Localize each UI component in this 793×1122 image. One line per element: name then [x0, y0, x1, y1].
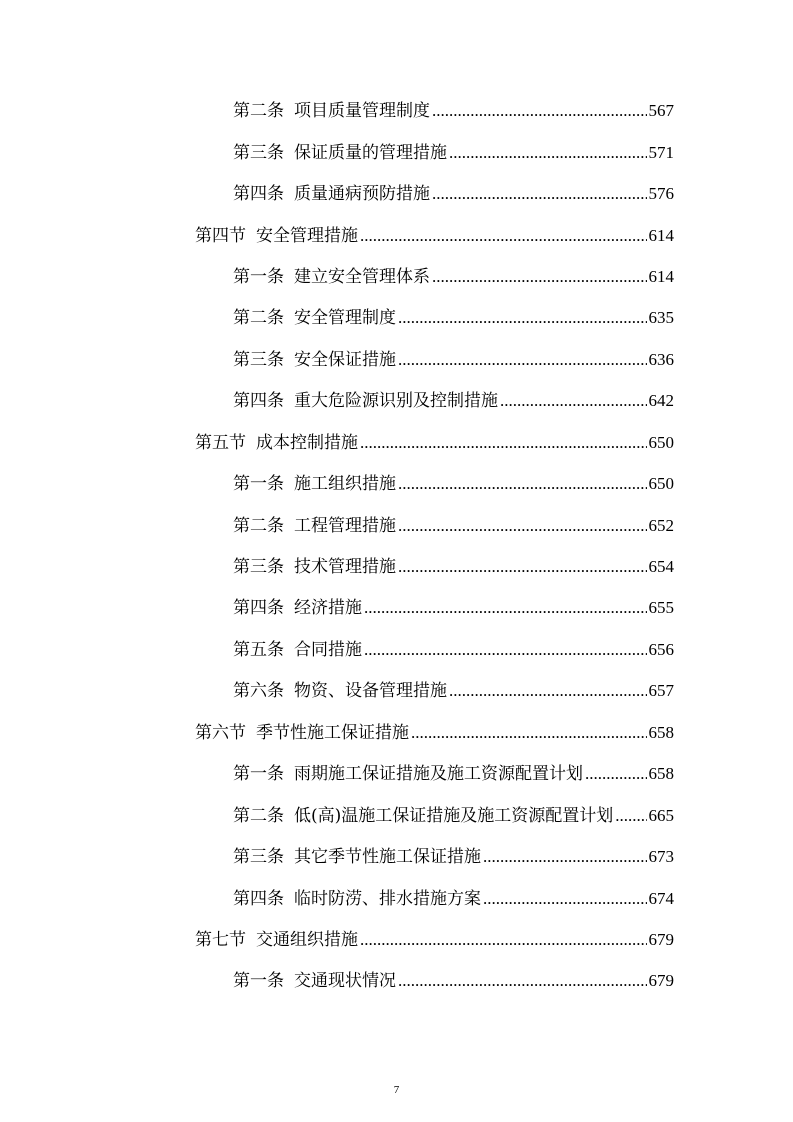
toc-entry-page: 652	[648, 515, 674, 535]
toc-entry[interactable]	[0, 792, 793, 833]
toc-entry-title: 交通组织措施	[256, 929, 358, 950]
toc-entry[interactable]	[0, 88, 793, 129]
toc-entry-page: 650	[648, 432, 674, 452]
toc-entry-label: 第一条	[233, 764, 284, 785]
dot-leader	[364, 640, 647, 660]
toc-entry[interactable]	[0, 875, 793, 916]
toc-entry-page: 576	[648, 184, 674, 204]
toc-entry-page: 674	[648, 888, 674, 908]
dot-leader	[432, 184, 647, 204]
toc-entry-title: 成本控制措施	[256, 432, 358, 453]
toc-entry-title: 合同措施	[294, 639, 362, 660]
toc-entry-title: 建立安全管理体系	[294, 266, 430, 287]
toc-entry-title: 保证质量的管理措施	[294, 142, 447, 163]
toc-entry-page: 614	[648, 266, 674, 286]
dot-leader	[449, 681, 647, 701]
toc-entry-page: 657	[648, 681, 674, 701]
toc-entry-title: 质量通病预防措施	[294, 184, 430, 205]
toc-entry-title: 项目质量管理制度	[294, 101, 430, 122]
toc-entry[interactable]	[0, 544, 793, 585]
toc-entry-title: 季节性施工保证措施	[256, 722, 409, 743]
dot-leader	[398, 557, 647, 577]
page-number: 7	[393, 1084, 400, 1096]
toc-entry-label: 第三条	[233, 847, 284, 868]
toc-entry-label: 第四条	[233, 184, 284, 205]
table-of-contents	[0, 88, 793, 1000]
toc-entry-label: 第七节	[195, 929, 246, 950]
dot-leader	[615, 806, 646, 826]
dot-leader	[398, 516, 647, 536]
toc-entry[interactable]	[0, 254, 793, 295]
toc-entry-label: 第三条	[233, 349, 284, 370]
toc-entry-page: 658	[648, 764, 674, 784]
toc-entry-title: 交通现状情况	[294, 971, 396, 992]
toc-entry-label: 第二条	[233, 101, 284, 122]
toc-entry-label: 第四节	[195, 225, 246, 246]
toc-entry-page: 635	[648, 308, 674, 328]
dot-leader	[432, 267, 647, 287]
toc-entry-title: 经济措施	[294, 598, 362, 619]
dot-leader	[360, 226, 647, 246]
toc-entry-label: 第六节	[195, 722, 246, 743]
toc-entry-label: 第四条	[233, 598, 284, 619]
toc-entry[interactable]	[0, 295, 793, 336]
toc-entry-page: 655	[648, 598, 674, 618]
toc-entry[interactable]	[0, 502, 793, 543]
toc-entry-title: 安全保证措施	[294, 349, 396, 370]
toc-entry[interactable]	[0, 420, 793, 461]
toc-entry[interactable]	[0, 917, 793, 958]
dot-leader	[398, 474, 647, 494]
dot-leader	[360, 433, 647, 453]
toc-entry-page: 614	[648, 225, 674, 245]
dot-leader	[398, 350, 647, 370]
toc-entry[interactable]	[0, 212, 793, 253]
toc-entry-page: 654	[648, 557, 674, 577]
toc-entry-label: 第六条	[233, 681, 284, 702]
toc-entry[interactable]	[0, 751, 793, 792]
toc-entry-label: 第二条	[233, 308, 284, 329]
toc-entry-page: 650	[648, 474, 674, 494]
toc-entry-label: 第五条	[233, 639, 284, 660]
toc-entry[interactable]	[0, 710, 793, 751]
toc-entry-title: 技术管理措施	[294, 557, 396, 578]
toc-entry[interactable]	[0, 171, 793, 212]
toc-entry-title: 安全管理措施	[256, 225, 358, 246]
dot-leader	[449, 143, 647, 163]
toc-entry-title: 雨期施工保证措施及施工资源配置计划	[294, 764, 583, 785]
dot-leader	[398, 971, 647, 991]
toc-entry-page: 679	[648, 929, 674, 949]
toc-entry[interactable]	[0, 958, 793, 999]
toc-entry-title: 低(高)温施工保证措施及施工资源配置计划	[294, 805, 614, 826]
toc-entry-label: 第二条	[233, 805, 284, 826]
toc-entry-label: 第四条	[233, 888, 284, 909]
toc-entry-page: 656	[648, 639, 674, 659]
toc-entry-title: 安全管理制度	[294, 308, 396, 329]
toc-entry-title: 重大危险源识别及控制措施	[294, 391, 498, 412]
toc-entry[interactable]	[0, 668, 793, 709]
toc-entry-label: 第三条	[233, 557, 284, 578]
toc-entry-page: 679	[648, 971, 674, 991]
toc-entry-title: 其它季节性施工保证措施	[294, 847, 481, 868]
toc-entry-title: 临时防涝、排水措施方案	[294, 888, 481, 909]
toc-entry-label: 第三条	[233, 142, 284, 163]
toc-entry-title: 物资、设备管理措施	[294, 681, 447, 702]
toc-entry-page: 636	[648, 349, 674, 369]
toc-entry-label: 第一条	[233, 971, 284, 992]
toc-entry-page: 571	[648, 142, 674, 162]
dot-leader	[398, 308, 647, 328]
dot-leader	[411, 723, 647, 743]
toc-entry-label: 第二条	[233, 515, 284, 536]
dot-leader	[483, 889, 647, 909]
toc-entry-page: 642	[648, 391, 674, 411]
toc-entry-page: 673	[648, 847, 674, 867]
toc-entry[interactable]	[0, 834, 793, 875]
toc-entry-page: 665	[648, 805, 674, 825]
toc-entry-page: 658	[648, 722, 674, 742]
dot-leader	[500, 391, 647, 411]
toc-entry-title: 施工组织措施	[294, 474, 396, 495]
dot-leader	[432, 101, 647, 121]
toc-entry-label: 第五节	[195, 432, 246, 453]
toc-entry-label: 第一条	[233, 474, 284, 495]
toc-entry[interactable]	[0, 461, 793, 502]
toc-entry-title: 工程管理措施	[294, 515, 396, 536]
toc-entry[interactable]	[0, 585, 793, 626]
toc-entry[interactable]	[0, 378, 793, 419]
toc-entry-label: 第四条	[233, 391, 284, 412]
toc-entry[interactable]	[0, 337, 793, 378]
toc-entry[interactable]	[0, 129, 793, 170]
dot-leader	[360, 930, 647, 950]
dot-leader	[585, 764, 647, 784]
toc-entry-label: 第一条	[233, 266, 284, 287]
dot-leader	[364, 598, 647, 618]
toc-entry-page: 567	[648, 101, 674, 121]
toc-entry[interactable]	[0, 627, 793, 668]
dot-leader	[483, 847, 647, 867]
